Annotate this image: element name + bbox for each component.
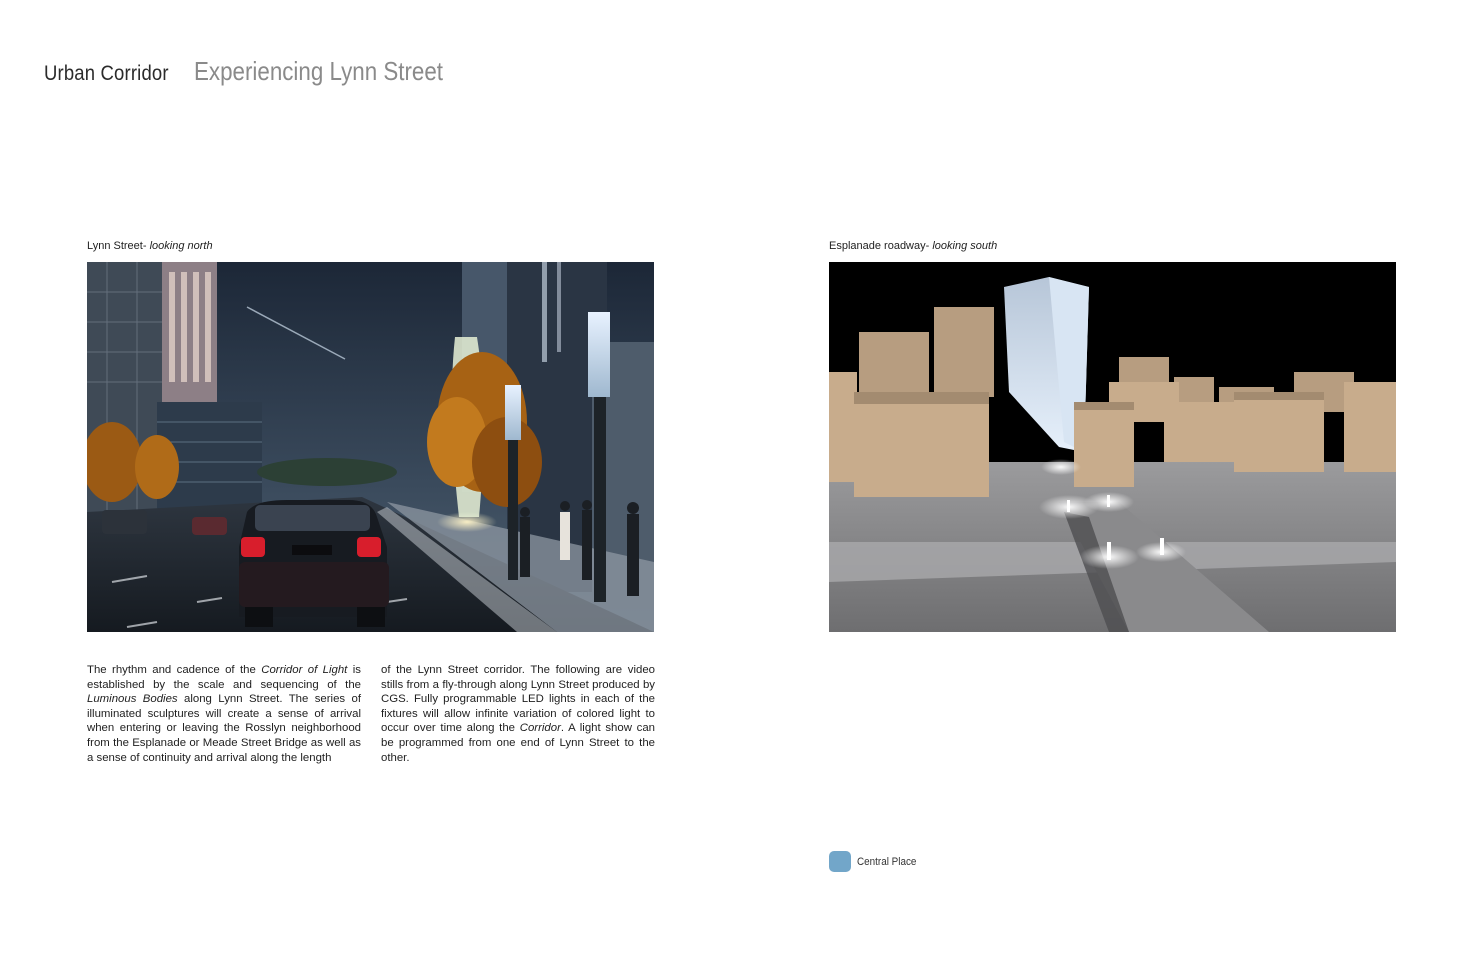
right-figure-caption [829, 240, 997, 252]
left-figure-caption [87, 240, 213, 252]
body-text: The rhythm and cadence of the [87, 664, 262, 676]
body-emphasis: Corridor [519, 722, 561, 735]
esplanade-roadway-model-rendering [829, 262, 1396, 632]
legend-label: Central Place [857, 855, 917, 868]
body-text: . A light show can be programmed from one end of Lynn Street to the other. [381, 722, 656, 764]
section-title: Urban Corridor [44, 62, 169, 85]
body-emphasis: Luminous Bodies [87, 693, 178, 706]
body-text-column-1 [87, 663, 361, 765]
left-caption-direction: looking north [149, 240, 213, 252]
body-emphasis: Corridor of Light [261, 664, 348, 676]
lynn-street-night-rendering [87, 262, 654, 632]
body-text: of the Lynn Street corridor. The following are video stills from a fly-through along Lynn Street produced by CGS. Fully programmable LED lights in each of the fixtures will allow infinite variation of colored light to occur over time along the [381, 664, 655, 735]
body-text: along Lynn Street. The series of illuminated sculptures will create a sense of arrival when entering or leaving the Rosslyn neighborhood from the Esplanade or Meade Street Bridge as well as a sense of continuity and arrival along the length [87, 693, 362, 764]
legend-swatch [829, 851, 851, 872]
body-text: is established by the scale and sequencing of the [87, 664, 361, 691]
left-caption-main: Lynn Street- [87, 240, 147, 252]
legend [829, 851, 923, 872]
body-text-column-2 [381, 663, 655, 765]
page-title: Experiencing Lynn Street [194, 56, 444, 86]
right-caption-direction: looking south [932, 240, 998, 252]
page-header [44, 56, 484, 87]
right-caption-main: Esplanade roadway- [829, 240, 930, 252]
